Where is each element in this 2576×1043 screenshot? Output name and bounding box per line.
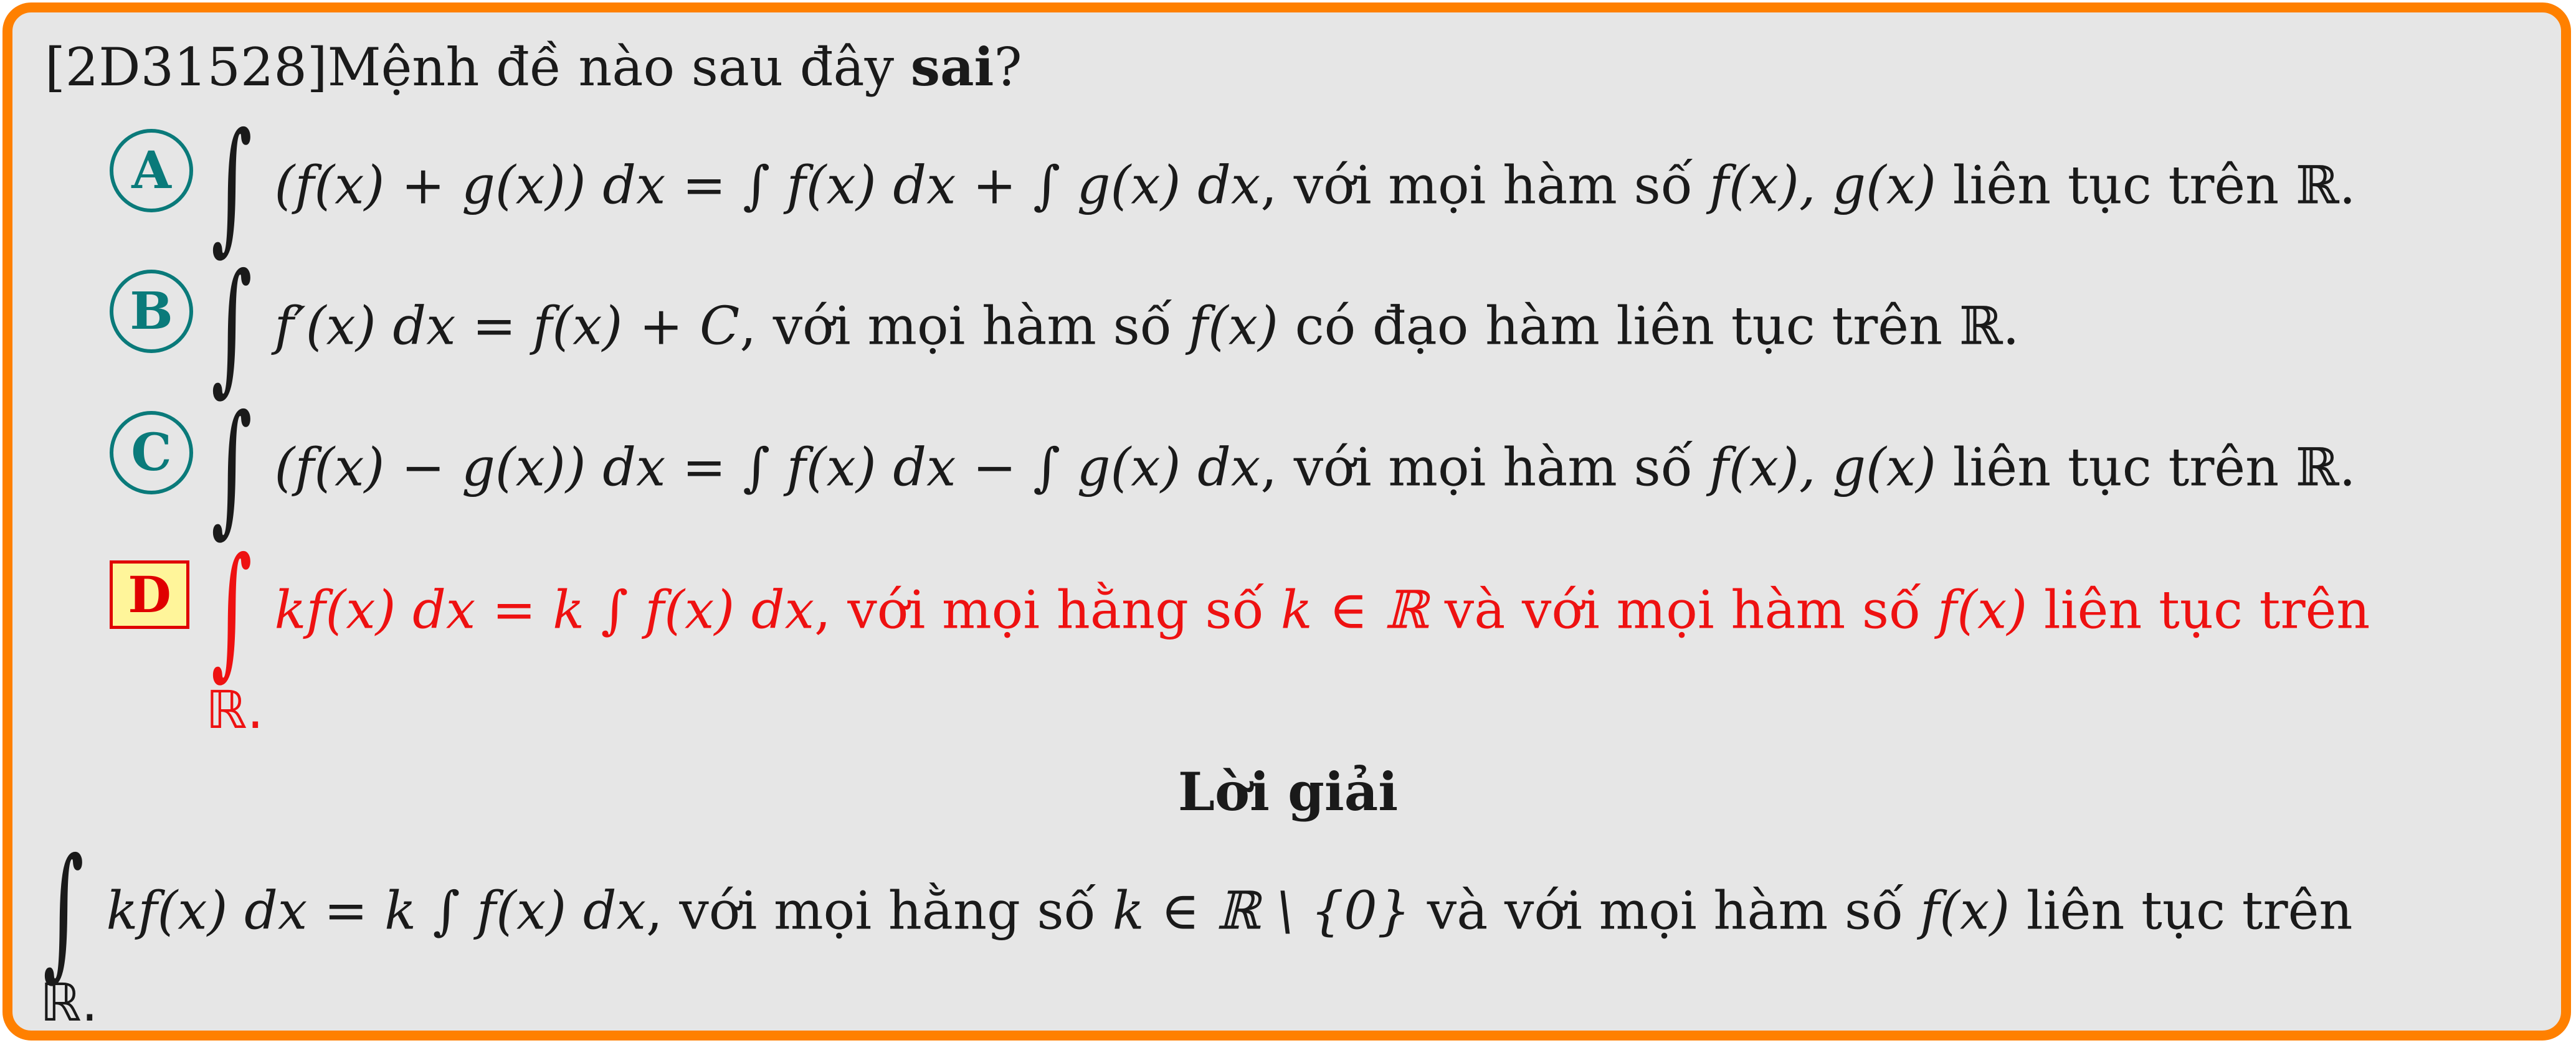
question-suffix: ? [994,37,1022,98]
choice-b-text: , với mọi hàm số [739,295,1189,357]
question-id: [2D31528] [45,37,328,98]
question-text [45,36,1022,98]
choice-c-text: , với mọi hàm số [1260,437,1709,498]
choice-c-tail: liên tục trên ℝ. [1936,437,2356,498]
choice-a-formula: (f(x) + g(x)) dx = ∫ f(x) dx + ∫ g(x) dx [274,154,1261,216]
integral-sign: ∫ [211,385,252,551]
choice-b-vars: f(x) [1188,295,1278,357]
choice-a-marker[interactable]: A [110,129,193,212]
solution-vars: f(x) [1920,880,2010,942]
choice-a-tail: liên tục trên ℝ. [1936,154,2356,216]
question-prefix: Mệnh đề nào sau đây [327,37,911,98]
choice-d-wrap: ℝ. [206,679,264,740]
choice-b-formula: f′(x) dx = f(x) + C [274,295,740,357]
choice-c-marker[interactable]: C [110,411,193,494]
choice-d-text: , với mọi hằng số [814,579,1281,641]
solution-text: , với mọi hằng số [646,880,1113,942]
choice-d-text2: và với mọi hàm số [1428,579,1938,641]
question-keyword: sai [910,36,994,98]
solution-wrap: ℝ. [40,972,98,1033]
integral-sign: ∫ [211,527,252,694]
choice-b[interactable] [206,243,2020,410]
solution-tail: liên tục trên [2010,880,2353,942]
choice-c[interactable] [206,385,2356,551]
choice-d[interactable] [206,527,2370,694]
choice-d-tail: liên tục trên [2027,579,2370,641]
solution-heading: Lời giải [1177,761,1399,823]
choice-a-vars: f(x), g(x) [1709,154,1936,216]
solution-formula: kf(x) dx = k ∫ f(x) dx [106,880,647,942]
integral-sign: ∫ [42,828,84,994]
solution-text2: và với mọi hàm số [1410,880,1921,942]
choice-d-vars: f(x) [1937,579,2028,641]
choice-b-tail: có đạo hàm liên tục trên ℝ. [1278,295,2020,357]
choice-a-text: , với mọi hàm số [1260,154,1709,216]
choice-c-formula: (f(x) − g(x)) dx = ∫ f(x) dx − ∫ g(x) dx [274,437,1261,498]
choice-d-marker[interactable]: D [110,560,189,629]
solution-cond: k ∈ ℝ \ {0} [1112,880,1411,942]
integral-sign: ∫ [211,243,252,410]
choice-d-cond: k ∈ ℝ [1280,579,1428,641]
choice-a[interactable] [206,103,2356,269]
choice-b-marker[interactable]: B [110,270,193,353]
solution-line [37,828,2353,994]
choice-c-vars: f(x), g(x) [1709,437,1936,498]
integral-sign: ∫ [211,103,252,269]
choice-d-formula: kf(x) dx = k ∫ f(x) dx [274,579,815,641]
